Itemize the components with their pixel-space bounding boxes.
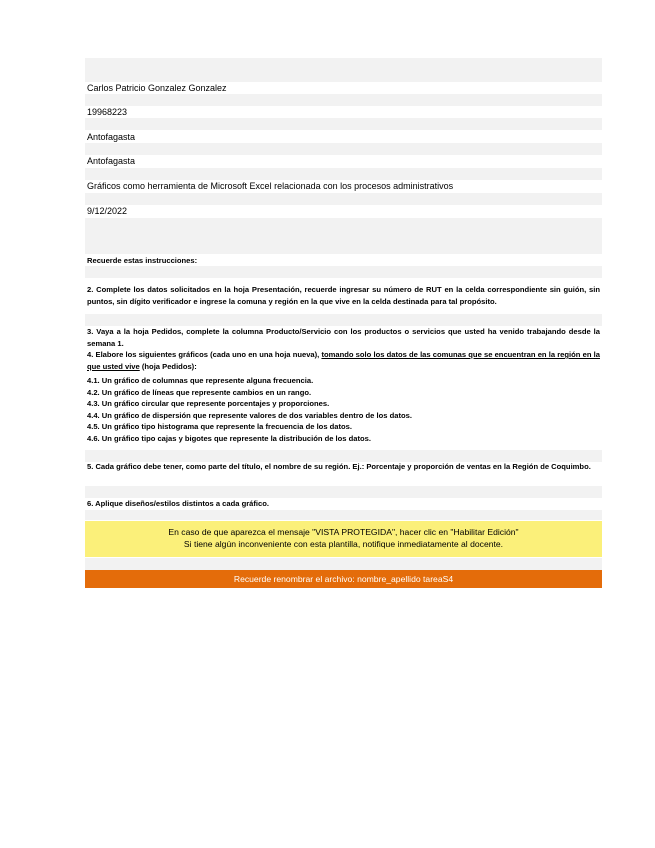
submission-date[interactable]: 9/12/2022 <box>87 206 128 216</box>
spacer-band <box>85 193 602 205</box>
list-item: 4.5. Un gráfico tipo histograma que represente la frecuencia de los datos. <box>87 422 353 431</box>
spacer-band <box>85 168 602 180</box>
student-comuna[interactable]: Antofagasta <box>87 132 136 142</box>
instruction-item-5: 5. Cada gráfico debe tener, como parte del título, el nombre de su región. Ej.: Porcentaje y proporción de ventas en la Región de Coquimbo. <box>87 462 591 471</box>
spacer-band <box>85 558 602 570</box>
list-item: 4.4. Un gráfico de dispersión que represente valores de dos variables dentro de los datos. <box>87 410 412 420</box>
instruction-item-4 <box>87 349 600 372</box>
spacer-band <box>85 266 602 278</box>
spacer-band <box>85 486 602 498</box>
notice-line-2: Si tiene algún inconveniente con esta plantilla, notifique inmediatamente al docente. <box>183 538 504 549</box>
spacer-band <box>85 510 602 520</box>
list-item: 4.2. Un gráfico de líneas que represente cambios en un rango. <box>87 387 312 397</box>
student-rut[interactable]: 19968223 <box>87 107 128 117</box>
list-item: 4.1. Un gráfico de columnas que represente alguna frecuencia. <box>87 376 314 385</box>
instruction-item-3: 3. Vaya a la hoja Pedidos, complete la columna Producto/Servicio con los productos o servicios que usted ha venido trabajando desde la semana 1. <box>87 327 600 348</box>
spacer-band <box>85 143 602 155</box>
student-region[interactable]: Antofagasta <box>87 156 136 166</box>
list-item: 4.6. Un gráfico tipo cajas y bigotes que represente la distribución de los datos. <box>87 433 371 443</box>
list-item: 4.3. Un gráfico circular que represente porcentajes y proporciones. <box>87 399 330 408</box>
course-title[interactable]: Gráficos como herramienta de Microsoft Excel relacionada con los procesos administrativos <box>87 181 454 191</box>
spacer-band <box>85 118 602 130</box>
header-band <box>85 58 602 82</box>
rename-file-banner: Recuerde renombrar el archivo: nombre_apellido tareaS4 <box>85 570 602 588</box>
instruction-item-4-prefix: 4. Elabore los siguientes gráficos (cada uno en una hoja nueva), <box>87 350 320 359</box>
instruction-item-6: 6. Aplique diseños/estilos distintos a cada gráfico. <box>87 499 270 508</box>
instruction-item-4-suffix: (hoja Pedidos): <box>141 361 197 371</box>
spacer-band <box>85 314 602 326</box>
spacer-band <box>85 218 602 254</box>
instruction-item-2: 2. Complete los datos solicitados en la hoja Presentación, recuerde ingresar su número de RUT en la celda correspondiente sin guión, sin puntos, sin dígito verificador e ingrese la comuna y región en la que vive en la celda destinada para tal propósito. <box>87 285 600 306</box>
notice-line-1: En caso de que aparezca el mensaje "VISTA PROTEGIDA", hacer clic en "Habilitar Edición" <box>168 527 519 537</box>
chart-requirements-list <box>87 375 600 444</box>
spacer-band <box>85 94 602 106</box>
student-name[interactable]: Carlos Patricio Gonzalez Gonzalez <box>87 83 227 93</box>
instructions-heading: Recuerde estas instrucciones: <box>87 256 198 265</box>
protected-view-notice <box>85 521 602 557</box>
instruction-item-4-emphasis: tomando solo los datos de las comunas que se encuentran en la región en la que usted vive <box>87 350 600 371</box>
